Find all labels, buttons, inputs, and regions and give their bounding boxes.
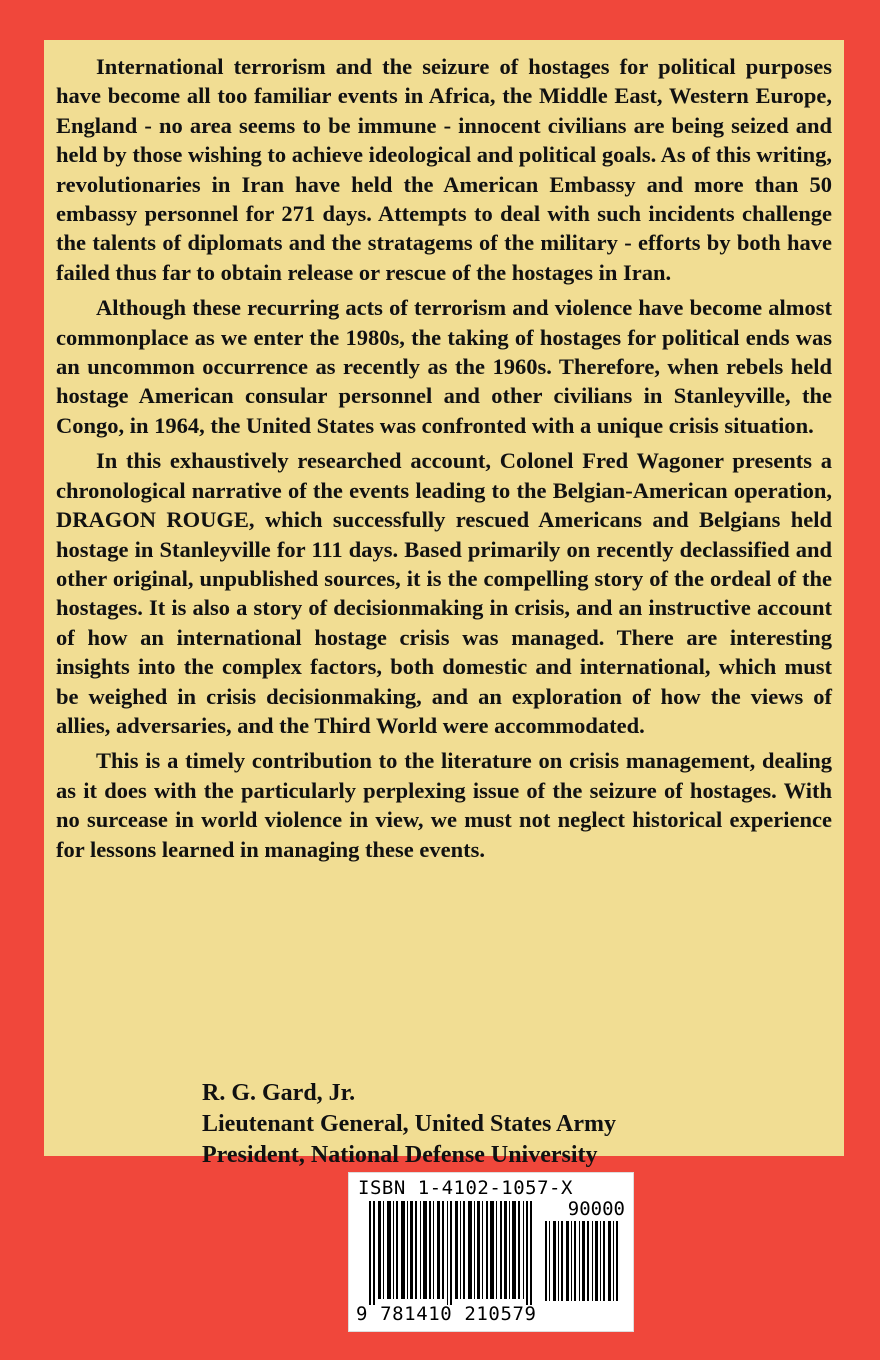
signature-rank: Lieutenant General, United States Army	[202, 1111, 616, 1137]
foreword-paragraph-3: In this exhaustively researched account, Colonel Fred Wagoner presents a chronological narrative of the events leading to the Belgian-American operation, DRAGON ROUGE, which successfully rescued Americans and Belgians held hostage in Stanleyville for 111 days. Based primarily on recently declassified and other original, unpublished sources, it is the compelling story of the ordeal of the hostages. It is also a story of decisionmaking in crisis, and an instructive account of how an international hostage crisis was managed. There are interesting insights into the complex factors, both domestic and international, which must be weighed in crisis decisionmaking, and an exploration of how the views of allies, adversaries, and the Third World were accommodated.	[56, 448, 832, 738]
price-code: 90000	[567, 1198, 625, 1220]
isbn-label: ISBN 1-4102-1057-X	[358, 1177, 573, 1199]
isbn-barcode	[348, 1172, 634, 1332]
foreword-paragraph-4: This is a timely contribution to the literature on crisis management, dealing as it does with the particularly perplexing issue of the seizure of hostages. With no surcease in world violence in view, we must not neglect historical experience for lessons learned in managing these events.	[56, 748, 832, 862]
text-panel	[44, 40, 844, 1168]
signature-name: R. G. Gard, Jr.	[202, 1080, 356, 1106]
foreword-paragraph-1: International terrorism and the seizure of hostages for political purposes have become all too familiar events in Africa, the Middle East, Western Europe, England - no area seems to be immune - innocent civilians are being seized and held by those wishing to achieve ideological and political goals. As of this writing, revolutionaries in Iran have held the American Embassy and more than 50 embassy personnel for 271 days. Attempts to deal with such incidents challenge the talents of diplomats and the stratagems of the military - efforts by both have failed thus far to obtain release or rescue of the hostages in Iran.	[56, 54, 832, 285]
addon-barcode-bars	[545, 1221, 621, 1301]
foreword-paragraph-2: Although these recurring acts of terrorism and violence have become almost commonplace as we enter the 1980s, the taking of hostages for political ends was an uncommon occurrence as recently as the 1960s. Therefore, when rebels held hostage American consular personnel and other civilians in Stanleyville, the Congo, in 1964, the United States was confronted with a unique crisis situation.	[56, 295, 832, 438]
signature-position: President, National Defense University	[202, 1142, 598, 1168]
signature-block	[202, 1078, 616, 1171]
foreword-text	[56, 52, 832, 864]
ean-number: 9 781410 210579	[356, 1303, 537, 1325]
barcode-bars	[369, 1201, 539, 1305]
